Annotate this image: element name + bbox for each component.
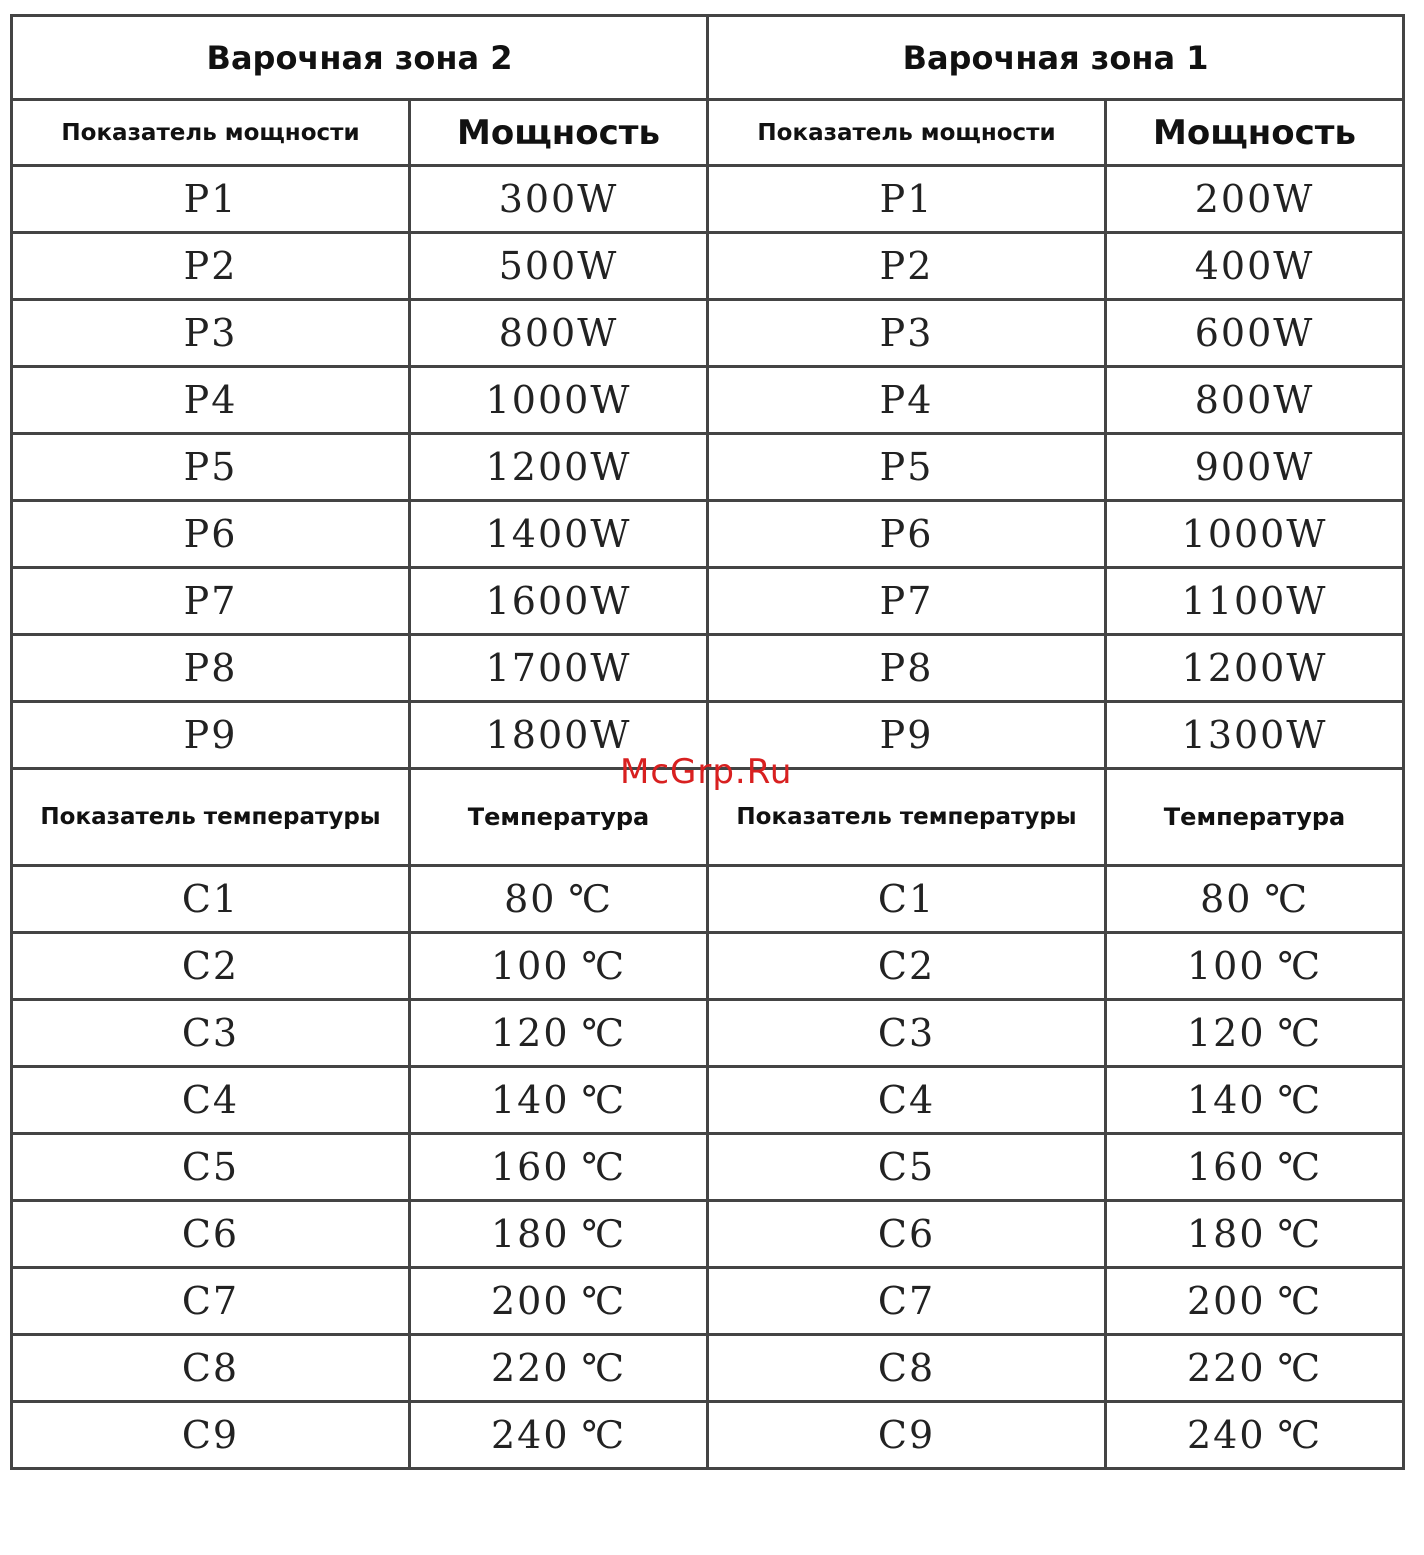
zone-1-power-value: 1300W: [1106, 702, 1404, 769]
celsius-unit: ℃: [581, 1212, 627, 1256]
zone-2-temperature-value-number: 120: [490, 1011, 570, 1055]
zone-1-power-value: 900W: [1106, 434, 1404, 501]
power-row: [12, 367, 1404, 434]
power-header-row: [12, 100, 1404, 166]
power-row: [12, 501, 1404, 568]
zone-2-temperature-indicator-header: Показатель температуры: [12, 769, 410, 866]
zone-1-power-indicator: P5: [708, 434, 1106, 501]
zone-2-temperature-value-number: 220: [490, 1346, 570, 1390]
celsius-unit: ℃: [1277, 944, 1323, 988]
zone-1-temperature-indicator: C9: [708, 1402, 1106, 1469]
zone-1-temperature-indicator: C5: [708, 1134, 1106, 1201]
zone-2-temperature-indicator: C3: [12, 1000, 410, 1067]
zone-1-temperature-value-number: 120: [1187, 1011, 1266, 1055]
zone-2-temperature-value: [410, 866, 708, 933]
celsius-unit: ℃: [1277, 1145, 1323, 1189]
zone-2-power-indicator: P4: [12, 367, 410, 434]
power-row: [12, 568, 1404, 635]
temperature-row: [12, 1067, 1404, 1134]
zone-2-power-value: 1400W: [410, 501, 708, 568]
temperature-row: [12, 1402, 1404, 1469]
zone-1-power-value: 1200W: [1106, 635, 1404, 702]
zone-2-power-indicator: P7: [12, 568, 410, 635]
zone-1-temperature-indicator: C7: [708, 1268, 1106, 1335]
celsius-unit: ℃: [1277, 1279, 1323, 1323]
zone-1-power-indicator: P4: [708, 367, 1106, 434]
zone-2-temperature-indicator: C7: [12, 1268, 410, 1335]
zone-1-power-indicator: P8: [708, 635, 1106, 702]
zone-2-power-value: 1200W: [410, 434, 708, 501]
zone-2-power-value: 1700W: [410, 635, 708, 702]
zone-1-temperature-value: [1106, 1335, 1404, 1402]
zone-1-temperature-indicator: C4: [708, 1067, 1106, 1134]
zone-1-power-value: 1100W: [1106, 568, 1404, 635]
celsius-unit: ℃: [581, 1011, 627, 1055]
zone-2-power-value: 300W: [410, 166, 708, 233]
zone-2-temperature-value-number: 100: [490, 944, 570, 988]
zone-2-temperature-indicator: C9: [12, 1402, 410, 1469]
zone-2-temperature-value: [410, 1335, 708, 1402]
temperature-row: [12, 933, 1404, 1000]
zone-1-power-indicator: P1: [708, 166, 1106, 233]
zone-2-temperature-indicator: C6: [12, 1201, 410, 1268]
power-row: [12, 233, 1404, 300]
celsius-unit: ℃: [581, 1145, 627, 1189]
zone-1-temperature-indicator: C3: [708, 1000, 1106, 1067]
celsius-unit: ℃: [1277, 1413, 1323, 1457]
zone-2-temperature-indicator: C8: [12, 1335, 410, 1402]
zone-1-power-indicator: P7: [708, 568, 1106, 635]
temperature-row: [12, 1134, 1404, 1201]
zone-1-temperature-value: [1106, 1268, 1404, 1335]
temperature-row: [12, 1268, 1404, 1335]
zone-2-power-indicator: P6: [12, 501, 410, 568]
zone-1-temperature-indicator: C1: [708, 866, 1106, 933]
zone-1-temperature-indicator: C8: [708, 1335, 1106, 1402]
temperature-row: [12, 866, 1404, 933]
zone-2-temperature-value: [410, 933, 708, 1000]
celsius-unit: ℃: [1277, 1346, 1323, 1390]
zone-2-power-value: 500W: [410, 233, 708, 300]
celsius-unit: ℃: [581, 1346, 627, 1390]
zone-1-power-value: 1000W: [1106, 501, 1404, 568]
zone-title-row: [12, 16, 1404, 100]
power-row: [12, 434, 1404, 501]
zone-2-power-indicator-header: Показатель мощности: [12, 100, 410, 166]
zone-2-temperature-value: [410, 1402, 708, 1469]
zone-2-power-header: Мощность: [410, 100, 708, 166]
temperature-row: [12, 1201, 1404, 1268]
zone-1-title: Варочная зона 1: [708, 16, 1404, 100]
zone-1-power-indicator: P2: [708, 233, 1106, 300]
zone-2-temperature-header: Температура: [410, 769, 708, 866]
zone-2-power-indicator: P9: [12, 702, 410, 769]
zone-2-power-indicator: P2: [12, 233, 410, 300]
zone-1-temperature-value-number: 240: [1187, 1413, 1266, 1457]
table-body: [12, 16, 1404, 1469]
zone-2-temperature-value-number: 200: [490, 1279, 570, 1323]
zone-2-power-value: 1600W: [410, 568, 708, 635]
celsius-unit: ℃: [568, 877, 613, 921]
zone-2-temperature-indicator: C2: [12, 933, 410, 1000]
zone-2-temperature-value-number: 80: [504, 877, 557, 921]
zone-2-temperature-indicator: C5: [12, 1134, 410, 1201]
zone-1-temperature-value: [1106, 1067, 1404, 1134]
zone-1-temperature-value: [1106, 1201, 1404, 1268]
zone-1-temperature-value: [1106, 1134, 1404, 1201]
zone-1-temperature-value-number: 80: [1200, 877, 1253, 921]
zone-1-temperature-value-number: 100: [1187, 944, 1266, 988]
zone-2-temperature-value-number: 240: [490, 1413, 570, 1457]
zone-1-temperature-header: Температура: [1106, 769, 1404, 866]
celsius-unit: ℃: [1277, 1011, 1323, 1055]
zone-1-temperature-indicator-header: Показатель температуры: [708, 769, 1106, 866]
zone-2-temperature-value: [410, 1201, 708, 1268]
zone-1-power-indicator: P9: [708, 702, 1106, 769]
zone-1-power-indicator: P6: [708, 501, 1106, 568]
celsius-unit: ℃: [581, 944, 627, 988]
zone-1-temperature-value: [1106, 866, 1404, 933]
celsius-unit: ℃: [581, 1413, 627, 1457]
zone-2-temperature-indicator: C4: [12, 1067, 410, 1134]
power-row: [12, 635, 1404, 702]
zone-2-temperature-value-number: 180: [490, 1212, 570, 1256]
zone-2-temperature-value: [410, 1134, 708, 1201]
celsius-unit: ℃: [581, 1078, 627, 1122]
cooking-zones-table: [10, 14, 1405, 1470]
zone-1-temperature-value: [1106, 1402, 1404, 1469]
zone-1-temperature-value-number: 200: [1187, 1279, 1266, 1323]
zone-2-power-value: 1000W: [410, 367, 708, 434]
zone-2-power-value: 1800W: [410, 702, 708, 769]
zone-1-power-header: Мощность: [1106, 100, 1404, 166]
zone-1-power-indicator: P3: [708, 300, 1106, 367]
celsius-unit: ℃: [1277, 1078, 1323, 1122]
zone-2-title: Варочная зона 2: [12, 16, 708, 100]
watermark: McGrp.Ru: [620, 752, 793, 792]
power-row: [12, 166, 1404, 233]
zone-2-temperature-value-number: 140: [490, 1078, 570, 1122]
zone-1-temperature-value-number: 140: [1187, 1078, 1266, 1122]
zone-1-temperature-value-number: 180: [1187, 1212, 1266, 1256]
zone-2-temperature-value-number: 160: [490, 1145, 570, 1189]
celsius-unit: ℃: [1264, 877, 1309, 921]
zone-1-temperature-indicator: C6: [708, 1201, 1106, 1268]
zone-2-power-indicator: P3: [12, 300, 410, 367]
power-row: [12, 300, 1404, 367]
zone-1-power-value: 600W: [1106, 300, 1404, 367]
celsius-unit: ℃: [1277, 1212, 1323, 1256]
zone-2-temperature-value: [410, 1067, 708, 1134]
zone-2-temperature-indicator: C1: [12, 866, 410, 933]
zone-1-power-value: 200W: [1106, 166, 1404, 233]
zone-2-temperature-value: [410, 1000, 708, 1067]
zone-1-temperature-indicator: C2: [708, 933, 1106, 1000]
zone-2-power-indicator: P5: [12, 434, 410, 501]
zone-2-power-indicator: P8: [12, 635, 410, 702]
zone-1-power-indicator-header: Показатель мощности: [708, 100, 1106, 166]
zone-1-temperature-value-number: 160: [1187, 1145, 1266, 1189]
zone-2-temperature-value: [410, 1268, 708, 1335]
zone-2-power-value: 800W: [410, 300, 708, 367]
zone-1-temperature-value-number: 220: [1187, 1346, 1266, 1390]
zone-1-power-value: 400W: [1106, 233, 1404, 300]
temperature-row: [12, 1000, 1404, 1067]
temperature-row: [12, 1335, 1404, 1402]
zone-2-power-indicator: P1: [12, 166, 410, 233]
zone-1-temperature-value: [1106, 1000, 1404, 1067]
zone-1-power-value: 800W: [1106, 367, 1404, 434]
zone-1-temperature-value: [1106, 933, 1404, 1000]
celsius-unit: ℃: [581, 1279, 627, 1323]
